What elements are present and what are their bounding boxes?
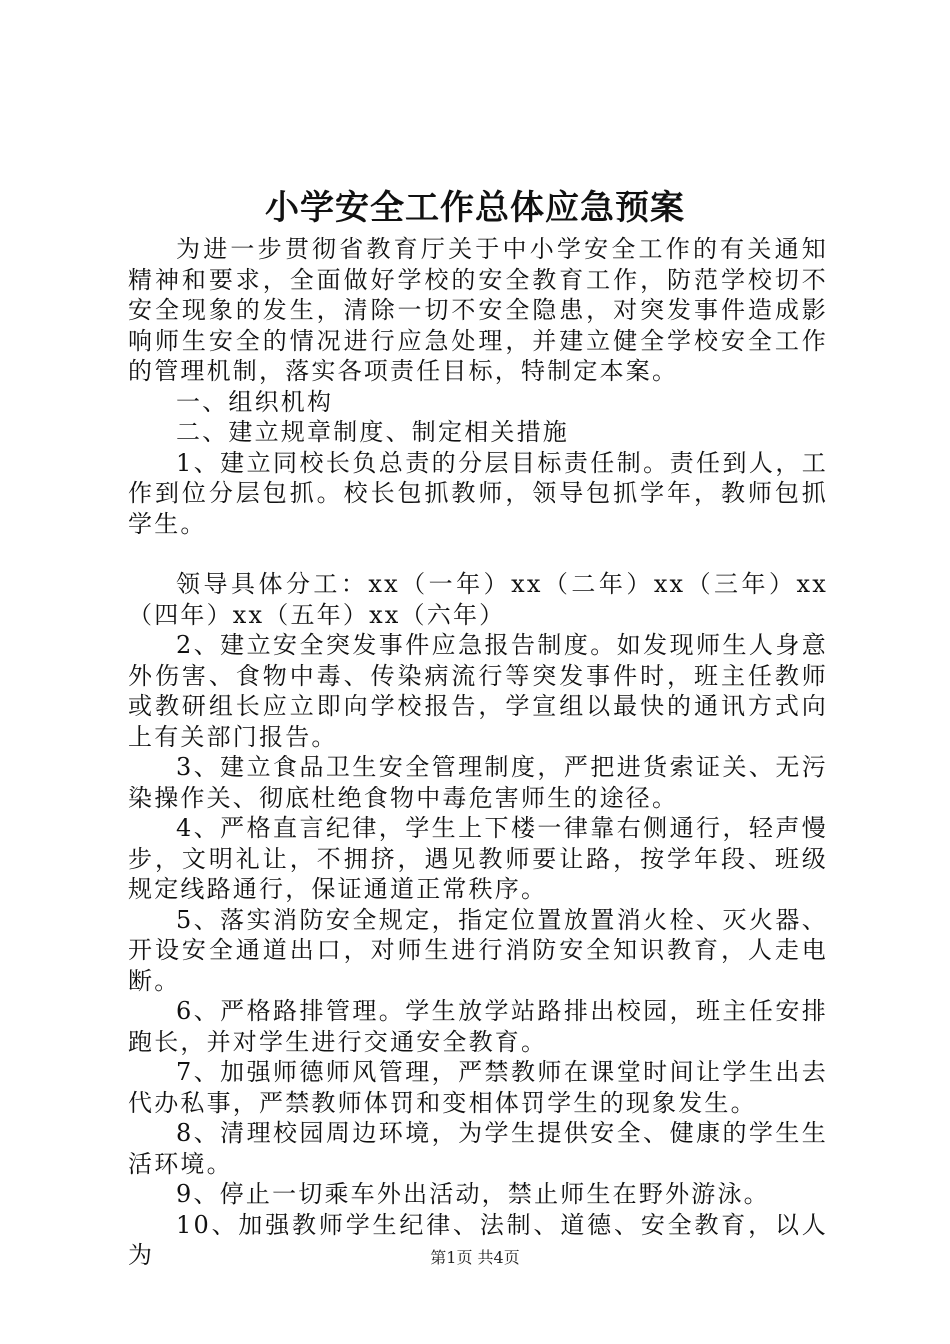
document-body	[128, 234, 828, 1271]
page-number-footer: 第1页 共4页	[430, 1248, 520, 1267]
rule-item-10: 10、加强教师学生纪律、法制、道德、安全教育，以人为	[128, 1210, 828, 1269]
document-title: 小学安全工作总体应急预案	[265, 188, 685, 228]
leader-division-paragraph: 领导具体分工：xx（一年）xx（二年）xx（三年）xx（四年）xx（五年）xx（六年）	[128, 570, 828, 629]
section-heading-rules: 二、建立规章制度、制定相关措施	[176, 418, 569, 446]
rule-item-5: 5、落实消防安全规定，指定位置放置消火栓、灭火器、开设安全通道出口，对师生进行消防安全知识教育，人走电断。	[128, 905, 828, 995]
rule-item-3: 3、建立食品卫生安全管理制度，严把进货索证关、无污染操作关、彻底杜绝食物中毒危害师生的途径。	[128, 753, 828, 812]
rule-item-6: 6、严格路排管理。学生放学站路排出校园，班主任安排跑长，并对学生进行交通安全教育。	[128, 997, 828, 1056]
section-heading-organization: 一、组织机构	[176, 387, 334, 416]
rule-item-1: 1、建立同校长负总责的分层目标责任制。责任到人，工作到位分层包抓。校长包抓教师，领导包抓学年，教师包抓学生。	[128, 448, 828, 538]
rule-item-7: 7、加强师德师风管理，严禁教师在课堂时间让学生出去代办私事，严禁教师体罚和变相体罚学生的现象发生。	[128, 1058, 828, 1117]
rule-item-2: 2、建立安全突发事件应急报告制度。如发现师生人身意外伤害、食物中毒、传染病流行等突发事件时，班主任教师或教研组长应立即向学校报告，学宣组以最快的通讯方式向上有关部门报告。	[128, 631, 828, 751]
intro-paragraph: 为进一步贯彻省教育厅关于中小学安全工作的有关通知精神和要求，全面做好学校的安全教育工作，防范学校切不安全现象的发生，清除一切不安全隐患，对突发事件造成影响师生安全的情况进行应急处理，并建立健全学校安全工作的管理机制，落实各项责任目标，特制定本案。	[128, 235, 828, 385]
rule-item-8: 8、清理校园周边环境，为学生提供安全、健康的学生生活环境。	[128, 1119, 828, 1178]
rule-item-4: 4、严格直言纪律，学生上下楼一律靠右侧通行，轻声慢步，文明礼让，不拥挤，遇见教师要让路，按学年段、班级规定线路通行，保证通道正常秩序。	[128, 814, 828, 903]
rule-item-9: 9、停止一切乘车外出活动，禁止师生在野外游泳。	[176, 1180, 770, 1208]
